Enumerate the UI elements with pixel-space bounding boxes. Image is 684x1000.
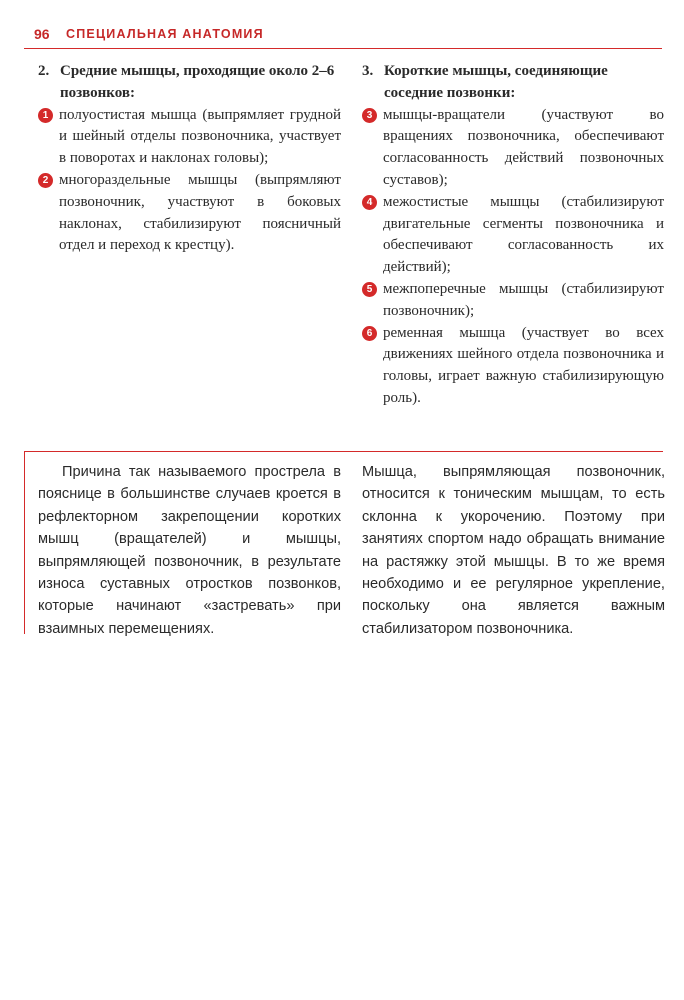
number-badge: 3 bbox=[362, 108, 377, 123]
section-title: СПЕЦИАЛЬНАЯ АНАТОМИЯ bbox=[66, 27, 264, 41]
left-column bbox=[38, 61, 341, 257]
number-badge: 4 bbox=[362, 195, 377, 210]
right-heading-number: 3. bbox=[362, 63, 374, 79]
list-item-text: ременная мышца (участвует во всех движениях шейного отдела позвоночника и головы, играет важную стабилизирующую роль). bbox=[383, 324, 664, 406]
left-heading-text: Средние мышцы, проходящие около 2–6 позвонков: bbox=[60, 63, 335, 101]
list-item bbox=[362, 192, 664, 279]
list-item bbox=[38, 170, 341, 257]
list-item bbox=[362, 323, 664, 410]
page-number: 96 bbox=[34, 26, 50, 42]
number-badge: 1 bbox=[38, 108, 53, 123]
note-box-right-text: Мышца, выпрямляющая позвоночник, относится к тоническим мышцам, то есть склонна к укорочению. Поэтому при занятиях спортом надо обращать внимание на растяжку этой мышцы. В то же время необходимо и ее регулярное укрепление, поскольку она является важным стабилизатором позвоночника. bbox=[362, 464, 665, 637]
left-heading bbox=[38, 61, 341, 105]
list-item bbox=[362, 105, 664, 192]
number-badge: 5 bbox=[362, 282, 377, 297]
list-item bbox=[362, 279, 664, 323]
list-item-text: межпоперечные мышцы (стабилизируют позвоночник); bbox=[383, 280, 664, 319]
right-column bbox=[362, 61, 664, 410]
number-badge: 2 bbox=[38, 173, 53, 188]
note-box-left-text: Причина так называемого прострела в пояснице в большинстве случаев кроется в рефлекторном закрепощении коротких мышц (вращателей) и мышцы, выпрямляющей позвоночник, в результате износа суставных отростков позвонков, которые начинают «застревать» при взаимных перемещениях. bbox=[38, 464, 341, 637]
list-item-text: мышцы-вращатели (участвуют во вращениях позвоночника, обеспечивают согласованность действий позвоночных суставов); bbox=[383, 106, 664, 188]
left-heading-number: 2. bbox=[38, 63, 50, 79]
page-header bbox=[24, 22, 662, 49]
list-item-text: многораздельные мышцы (выпрямляют позвоночник, участвуют в боковых наклонах, стабилизируют поясничный отдел и переход к крестцу). bbox=[59, 171, 341, 254]
right-heading bbox=[362, 61, 664, 105]
list-item bbox=[38, 105, 341, 170]
number-badge: 6 bbox=[362, 326, 377, 341]
right-heading-text: Короткие мышцы, соединяющие соседние позвонки: bbox=[384, 63, 608, 101]
list-item-text: полуостистая мышца (выпрямляет грудной и шейный отделы позвоночника, участвует в поворотах и наклонах головы); bbox=[59, 106, 341, 167]
list-item-text: межостистые мышцы (стабилизируют двигательные сегменты позвоночника и обеспечивают согласованность их действий); bbox=[383, 193, 664, 276]
